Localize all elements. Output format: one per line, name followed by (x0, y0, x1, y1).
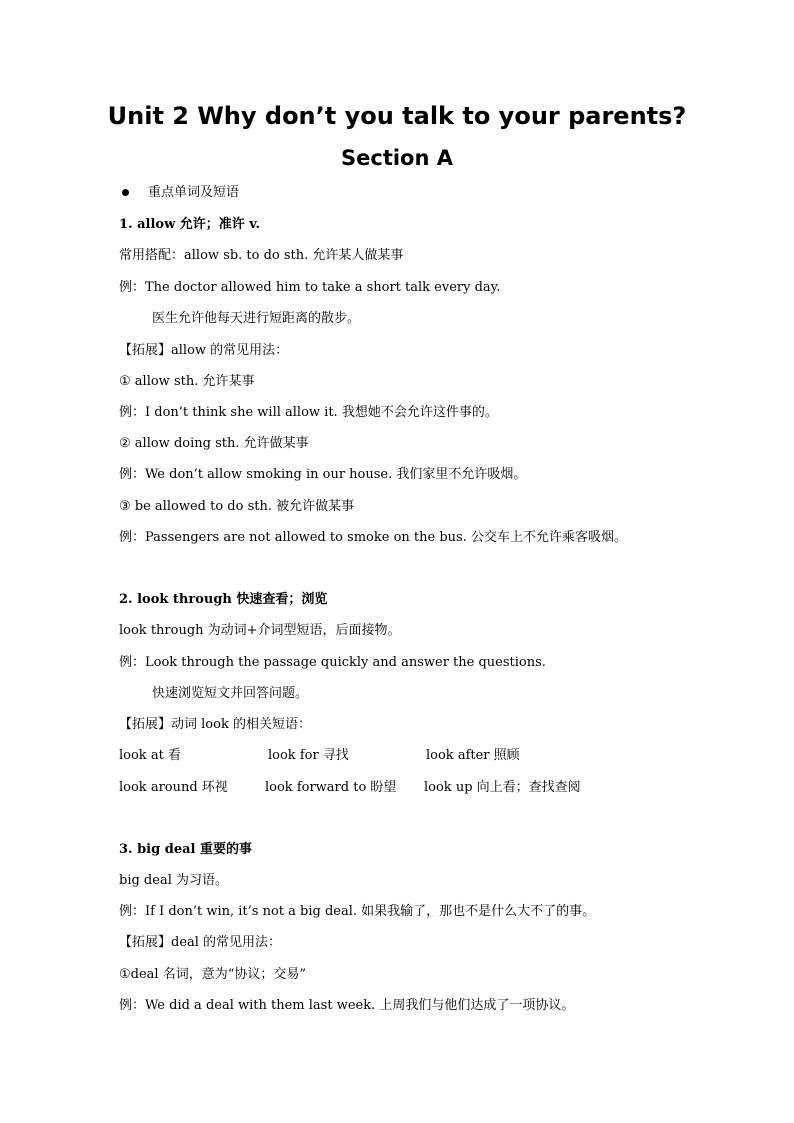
phrase-look-after: look after 照顾 (426, 748, 520, 763)
item-1-extension: 【拓展】allow 的常见用法： (119, 343, 289, 358)
item-2-example-translation: 快速浏览短文并回答问题。 (152, 686, 309, 701)
item-2-extension: 【拓展】动词 look 的相关短语： (119, 717, 311, 732)
item-1-usage-1: ① allow sth. 允许某事 (119, 374, 255, 389)
item-1-usage-3-example: 例：Passengers are not allowed to smoke on the bus. 公交车上不允许乘客吸烟。 (119, 530, 627, 545)
item-2-example: 例：Look through the passage quickly and answer the questions. (119, 655, 546, 670)
item-3-note: big deal 为习语。 (119, 873, 228, 888)
item-2-heading: 2. look through 快速查看；浏览 (119, 592, 328, 607)
item-3-usage-1: ①deal 名词，意为“协议；交易” (119, 967, 307, 982)
item-3-usage-1-example: 例：We did a deal with them last week. 上周我们与他们达成了一项协议。 (119, 998, 575, 1013)
item-1-usage-2: ② allow doing sth. 允许做某事 (119, 436, 309, 451)
item-1-usage-3: ③ be allowed to do sth. 被允许做某事 (119, 499, 355, 514)
key-words-heading: 重点单词及短语 (148, 185, 240, 200)
unit-title: Unit 2 Why don’t you talk to your parents? (107, 102, 687, 130)
item-1-heading: 1. allow 允许；准许 v. (119, 217, 261, 232)
item-1-collocation: 常用搭配：allow sb. to do sth. 允许某人做某事 (119, 248, 404, 263)
bullet-icon (122, 189, 129, 196)
phrase-look-for: look for 寻找 (268, 748, 349, 763)
item-2-note: look through 为动词+介词型短语，后面接物。 (119, 623, 401, 638)
item-1-example: 例：The doctor allowed him to take a short talk every day. (119, 280, 501, 295)
phrase-look-up: look up 向上看；查找查阅 (424, 780, 581, 795)
phrase-look-around: look around 环视 (119, 780, 228, 795)
item-3-extension: 【拓展】deal 的常见用法： (119, 935, 282, 950)
item-3-example: 例：If I don’t win, it’s not a big deal. 如果我输了，那也不是什么大不了的事。 (119, 904, 596, 919)
section-title: Section A (341, 146, 453, 170)
item-1-example-translation: 医生允许他每天进行短距离的散步。 (152, 311, 361, 326)
item-1-usage-2-example: 例：We don’t allow smoking in our house. 我们家里不允许吸烟。 (119, 467, 527, 482)
phrase-look-at: look at 看 (119, 748, 181, 763)
item-1-usage-1-example: 例：I don’t think she will allow it. 我想她不会允许这件事的。 (119, 405, 498, 420)
phrase-look-forward-to: look forward to 盼望 (265, 780, 397, 795)
item-3-heading: 3. big deal 重要的事 (119, 842, 252, 857)
